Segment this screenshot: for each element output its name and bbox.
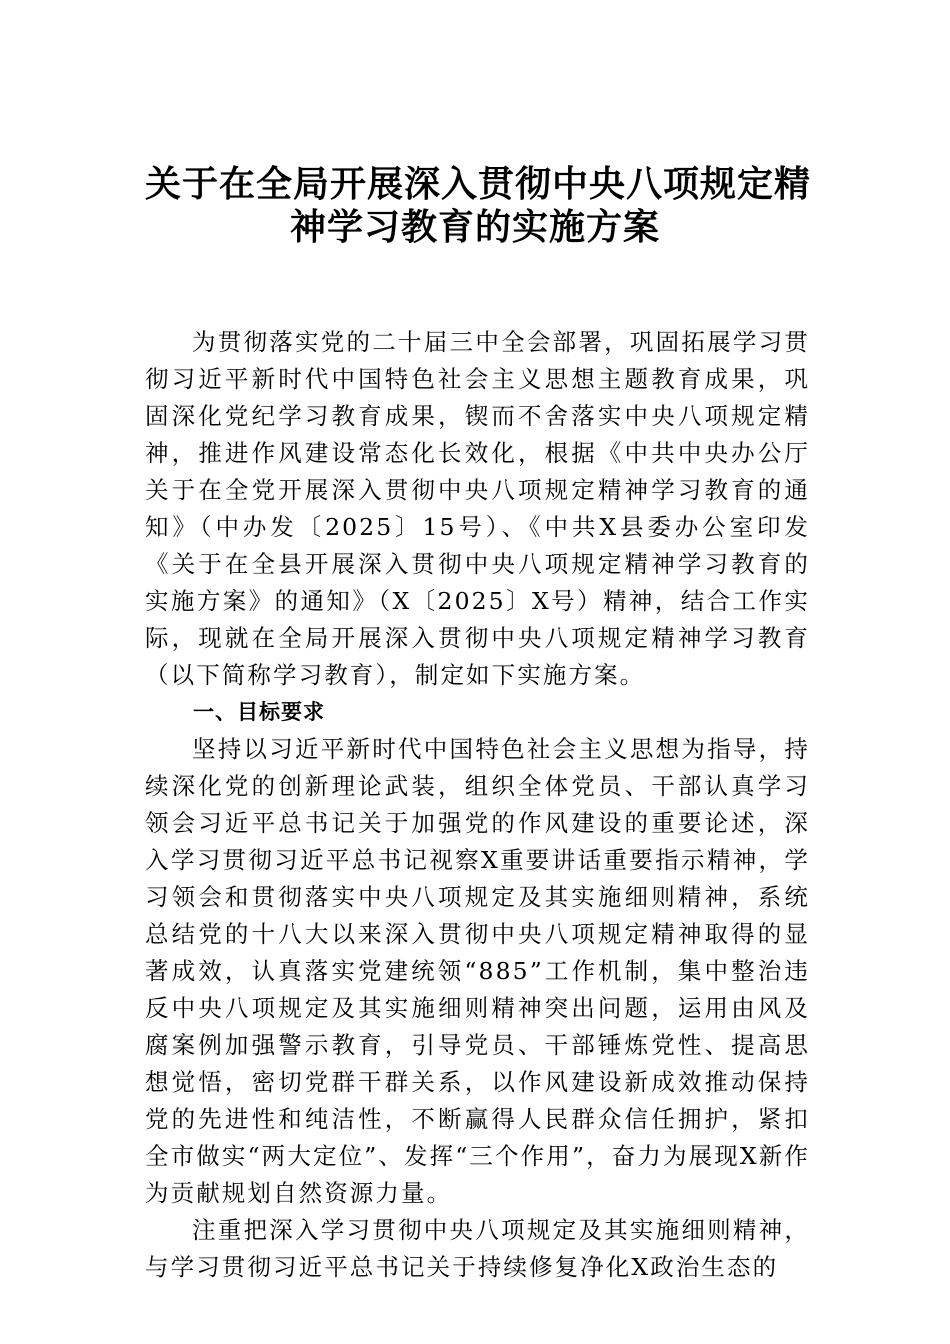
focus-paragraph: 注重把深入学习贯彻中央八项规定及其实施细则精神，与学习贯彻习近平总书记关于持续修复净化X政治生态的 (145, 1216, 810, 1281)
section-heading-goals: 一、目标要求 (193, 700, 325, 724)
goals-paragraph: 坚持以习近平新时代中国特色社会主义思想为指导，持续深化党的创新理论武装，组织全体党员、干部认真学习领会习近平总书记关于加强党的作风建设的重要论述，深入学习贯彻习近平总书记视察X重要讲话重要指示精神，学习领会和贯彻落实中央八项规定及其实施细则精神，系统总结党的十八大以来深入贯彻中央八项规定精神取得的显著成效，认真落实党建统领“885”工作机制，集中整治违反中央八项规定及其实施细则精神突出问题，运用由风及腐案例加强警示教育，引导党员、干部锤炼党性、提高思想觉悟，密切党群干群关系，以作风建设新成效推动保持党的先进性和纯洁性，不断赢得人民群众信任拥护，紧扣全市做实“两大定位”、发挥“三个作用”，奋力为展现X新作为贡献规划自然资源力量。 (145, 735, 810, 1207)
document-title-line-2: 神学习教育的实施方案 (289, 207, 660, 248)
document-title-line-1: 关于在全局开展深入贯彻中央八项规定精 (145, 164, 812, 205)
intro-paragraph: 为贯彻落实党的二十届三中全会部署，巩固拓展学习贯彻习近平新时代中国特色社会主义思想主题教育成果，巩固深化党纪学习教育成果，锲而不舍落实中央八项规定精神，推进作风建设常态化长效化，根据《中共中央办公厅关于在全党开展深入贯彻中央八项规定精神学习教育的通知》（中办发〔2025〕15号）、《中共X县委办公室印发《关于在全县开展深入贯彻中央八项规定精神学习教育的实施方案》的通知》（X〔2025〕X号）精神，结合工作实际，现就在全局开展深入贯彻中央八项规定精神学习教育（以下简称学习教育），制定如下实施方案。 (145, 328, 810, 689)
document-body (145, 324, 810, 1286)
